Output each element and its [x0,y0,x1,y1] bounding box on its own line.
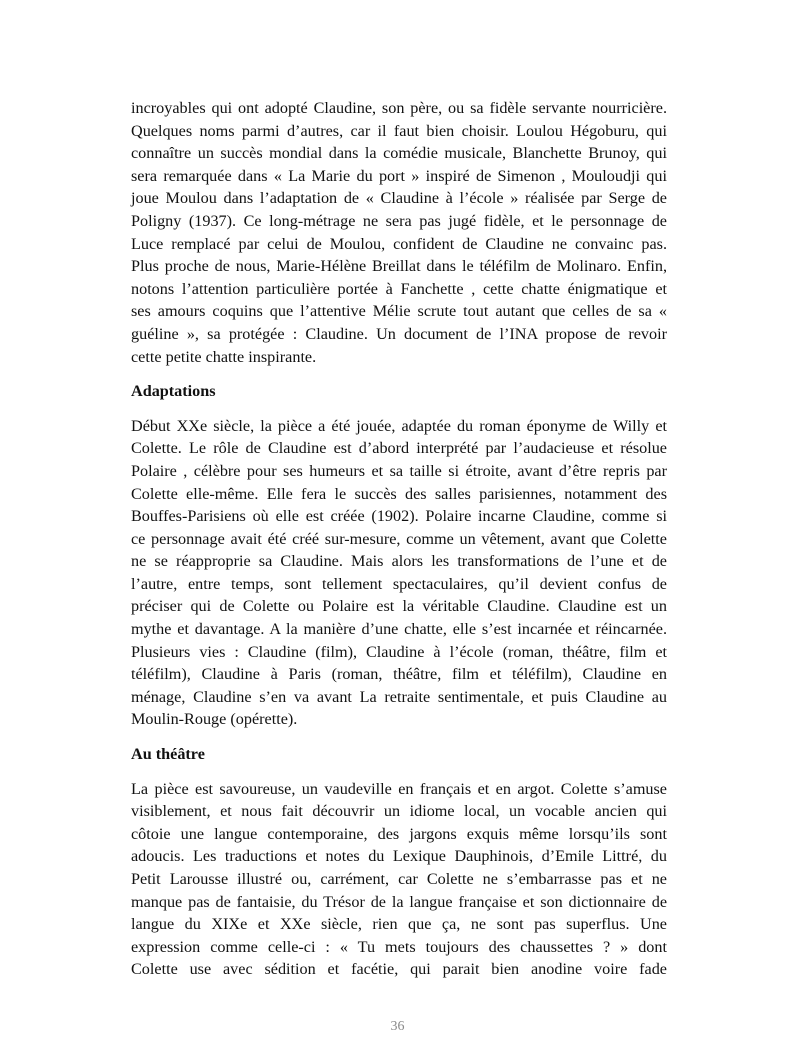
text-line: l’autre, entre temps, sont tellement spectaculaires, qu’il devient confus de [131,574,667,593]
text-line: expression comme celle-ci : « Tu mets toujours des chaussettes ? » dont [131,937,667,956]
text-line: Polaire , célèbre pour ses humeurs et sa taille si étroite, avant d’être repris par [131,461,667,480]
text-line: ses amours coquins que l’attentive Mélie scrute tout autant que celles de sa « [131,302,667,321]
text-line: sera remarquée dans « La Marie du port » inspiré de Simenon , Mouloudji qui [131,166,667,185]
text-line: manque pas de fantaisie, du Trésor de la langue française et son dictionnaire de [131,892,667,911]
paragraph-theatre [131,778,667,981]
text-line: ne se réapproprie sa Claudine. Mais alors les transformations de l’une et de [131,552,667,571]
text-line: guéline », sa protégée : Claudine. Un document de l’INA propose de revoir [131,324,667,343]
paragraph-adaptations [131,415,667,731]
text-line: préciser qui de Colette ou Polaire est la véritable Claudine. Claudine est un [131,597,667,616]
text-line: Début XXe siècle, la pièce a été jouée, adaptée du roman éponyme de Willy et [131,416,667,435]
text-line: La pièce est savoureuse, un vaudeville en français et en argot. Colette s’amuse [131,779,667,798]
text-line: ménage, Claudine s’en va avant La retraite sentimentale, et puis Claudine au [131,687,667,706]
text-line: notons l’attention particulière portée à Fanchette , cette chatte énigmatique et [131,279,667,298]
text-line: langue du XIXe et XXe siècle, rien que ça, ne sont pas superflus. Une [131,915,667,934]
text-line: Colette use avec sédition et facétie, qui parait bien anodine voire fade [131,960,667,979]
text-line: incroyables qui ont adopté Claudine, son père, ou sa fidèle servante nourricière. [131,99,667,117]
text-line: Petit Larousse illustré ou, carrément, car Colette ne s’embarrasse pas et ne [131,870,667,888]
text-line: Moulin-Rouge (opérette). [131,710,298,729]
page-body [131,97,667,981]
text-line: téléfilm), Claudine à Paris (roman, théâtre, film et téléfilm), Claudine en [131,665,667,684]
page-number: 36 [390,1019,405,1034]
text-line: Bouffes-Parisiens où elle est créée (1902). Polaire incarne Claudine, comme si [131,507,667,526]
text-line: Plusieurs vies : Claudine (film), Claudine à l’école (roman, théâtre, film et [131,642,667,661]
text-line: adoucis. Les traductions et notes du Lexique Dauphinois, d’Emile Littré, du [131,847,667,866]
text-line: Plus proche de nous, Marie-Hélène Breillat dans le téléfilm de Molinaro. Enfin, [131,257,667,276]
text-line: mythe et davantage. A la manière d’une chatte, elle s’est incarnée et réincarnée. [131,620,667,639]
section-heading-adaptations: Adaptations [131,382,216,401]
text-line: visiblement, et nous fait découvrir un idiome local, un vocable ancien qui [131,802,667,821]
text-line: côtoie une langue contemporaine, des jargons exquis même lorsqu’ils sont [131,824,667,843]
text-line: ce personnage avait été créé sur-mesure, comme un vêtement, avant que Colette [131,529,667,548]
text-line: Colette elle-même. Elle fera le succès des salles parisiennes, notamment des [131,484,667,503]
text-line: Quelques noms parmi d’autres, car il faut bien choisir. Loulou Hégoburu, qui [131,121,667,140]
text-line: connaître un succès mondial dans la comédie musicale, Blanchette Brunoy, qui [131,144,667,163]
text-line: Luce remplacé par celui de Moulou, confident de Claudine ne convainc pas. [131,234,667,253]
text-line: Colette. Le rôle de Claudine est d’abord interprété par l’audacieuse et résolue [131,439,667,458]
text-line: Poligny (1937). Ce long-métrage ne sera pas jugé fidèle, et le personnage de [131,211,667,230]
section-heading-theatre: Au théâtre [131,745,205,764]
paragraph-cast-notes [131,97,667,368]
text-line: cette petite chatte inspirante. [131,347,317,366]
text-line: joue Moulou dans l’adaptation de « Claudine à l’école » réalisée par Serge de [131,189,667,208]
